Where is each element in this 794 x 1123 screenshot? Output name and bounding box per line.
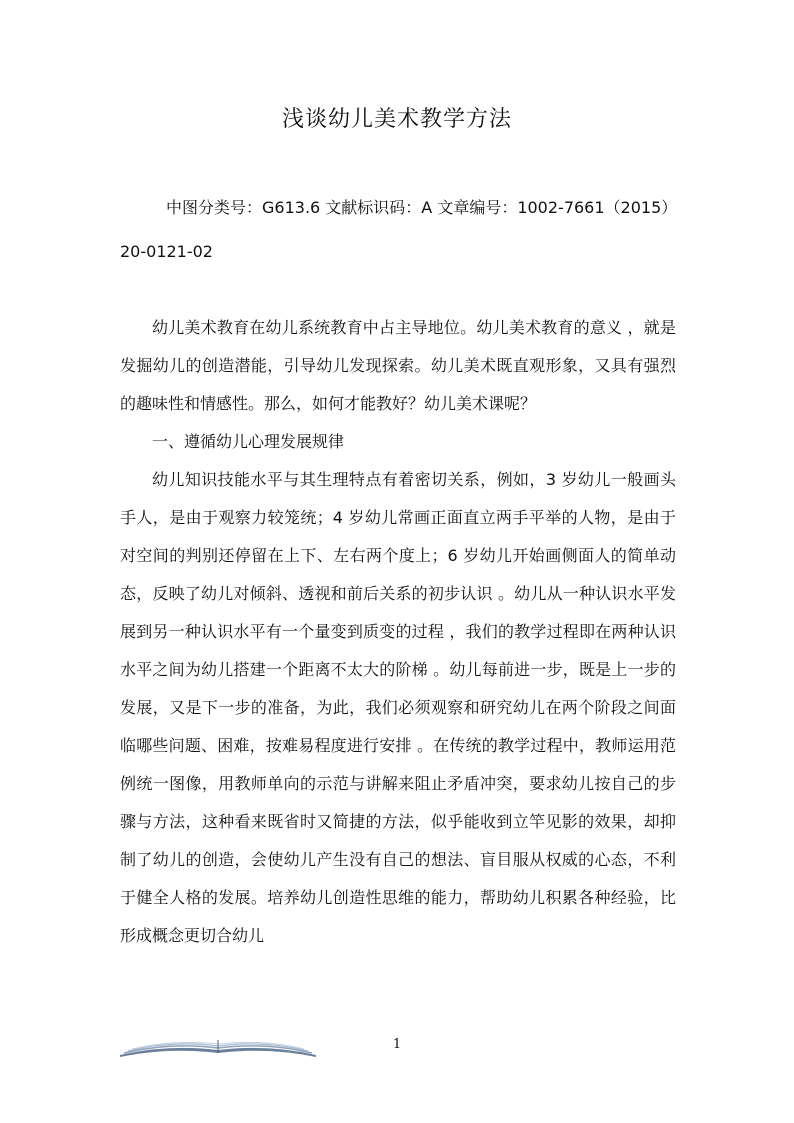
- book-decoration-icon: [118, 1036, 318, 1058]
- document-title: 浅谈幼儿美术教学方法: [281, 107, 512, 132]
- paragraph-intro: 幼儿美术教育在幼儿系统教育中占主导地位。幼儿美术教育的意义 ，就是发掘幼儿的创造潜能，引导幼儿发现探索。幼儿美术既直观形象，又具有强烈的趣味性和情感性。那么，如何才能教好？幼儿美术课呢？: [120, 318, 676, 413]
- classification-line-2: 20-0121-02: [120, 242, 213, 261]
- article-body: [120, 309, 676, 955]
- section-heading: 一、遵循幼儿心理发展规律: [152, 432, 345, 451]
- classification-info: [120, 186, 690, 274]
- classification-line-1: [120, 186, 690, 230]
- classification-text-1: 中图分类号：G613.6 文献标识码：A 文章编号：1002-7661（2015）: [166, 198, 678, 217]
- paragraph-main: 幼儿知识技能水平与其生理特点有着密切关系，例如，3 岁幼儿一般画头手人，是由于观察力较笼统；4 岁幼儿常画正面直立两手平举的人物，是由于对空间的判别还停留在上下、左右两个度上；6 岁幼儿开始画侧面人的简单动态，反映了幼儿对倾斜、透视和前后关系的初步认识 。幼儿从一种认识水平发展到另一种认识水平有一个量变到质变的过程 ，我们的教学过程即在两种认识水平之间为幼儿搭建一个距离不太大的阶梯 。幼儿每前进一步，既是上一步的发展，又是下一步的准备，为此，我们必须观察和研究幼儿在两个阶段之间面临哪些问题、困难，按难易程度进行安排 。在传统的教学过程中，教师运用范例统一图像，用教师单向的示范与讲解来阻止矛盾冲突，要求幼儿按自己的步骤与方法，这种看来既省时又简捷的方法，似乎能收到立竿见影的效果，却抑制了幼儿的创造，会使幼儿产生没有自己的想法、盲目服从权威的心态，不利于健全人格的发展。培养幼儿创造性思维的能力，帮助幼儿积累各种经验，比形成概念更切合幼儿: [120, 470, 676, 945]
- page-number: 1: [392, 1037, 402, 1052]
